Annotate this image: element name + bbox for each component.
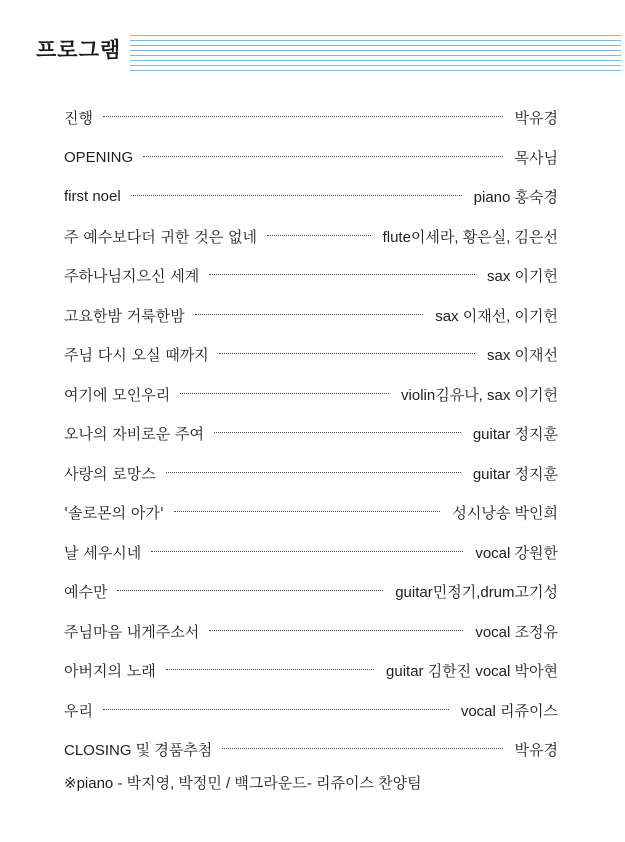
program-title: 오나의 자비로운 주여	[64, 425, 204, 444]
program-title: 우리	[64, 701, 93, 720]
dotted-leader	[143, 156, 502, 157]
program-performer: guitar 정지훈	[472, 426, 558, 444]
program-list	[64, 98, 558, 770]
program-performer: piano 홍숙경	[473, 189, 558, 207]
program-performer: guitar민정기,drum고기성	[395, 584, 558, 602]
program-title: 주하나님지으신 세계	[64, 267, 200, 286]
dotted-leader	[214, 432, 461, 433]
program-performer: 성시낭송 박인희	[452, 505, 558, 523]
program-performer: violin김유나, sax 이기헌	[401, 386, 558, 404]
program-row	[64, 335, 558, 375]
dotted-leader	[267, 235, 371, 236]
program-performer: 박유경	[514, 110, 558, 128]
dotted-leader	[117, 590, 383, 591]
dotted-leader	[174, 511, 440, 512]
dotted-leader	[209, 274, 475, 275]
dotted-leader	[219, 353, 475, 354]
program-performer: sax 이재선, 이기헌	[435, 307, 558, 325]
program-title: 여기에 모인우리	[64, 385, 171, 404]
program-row	[64, 691, 558, 731]
program-title: '솔로몬의 아가'	[64, 504, 164, 523]
program-title: 주님 다시 오실 때까지	[64, 346, 209, 365]
page-title: 프로그램	[36, 37, 122, 62]
program-title: 주 예수보다더 귀한 것은 없네	[64, 227, 257, 246]
program-row	[64, 651, 558, 691]
program-title: CLOSING 및 경품추첨	[64, 742, 213, 760]
footnote: ※piano - 박지영, 박정민 / 백그라운드- 리쥬이스 찬양팀	[64, 775, 422, 792]
dotted-leader	[222, 748, 502, 749]
program-performer: vocal 강원한	[475, 544, 558, 562]
program-title: 날 세우시네	[64, 543, 142, 562]
program-title: OPENING	[64, 148, 134, 166]
program-title: 예수만	[64, 583, 108, 602]
program-row	[64, 730, 558, 770]
dotted-leader	[151, 551, 463, 552]
program-row	[64, 256, 558, 296]
program-performer: flute이세라, 황은실, 김은선	[382, 228, 558, 246]
dotted-leader	[195, 314, 424, 315]
program-row	[64, 533, 558, 573]
program-performer: guitar 정지훈	[472, 465, 558, 483]
program-row	[64, 217, 558, 257]
program-row	[64, 98, 558, 138]
program-title: 진행	[64, 109, 93, 128]
program-row	[64, 612, 558, 652]
program-performer: 박유경	[514, 742, 558, 760]
dotted-leader	[131, 195, 462, 196]
header-decorative-lines	[130, 35, 621, 71]
dotted-leader	[180, 393, 389, 394]
program-performer: vocal 조정유	[475, 623, 558, 641]
program-row	[64, 177, 558, 217]
program-row	[64, 375, 558, 415]
program-performer: sax 이재선	[487, 347, 558, 365]
program-header	[36, 30, 591, 70]
program-performer: vocal 리쥬이스	[460, 702, 558, 720]
program-title: 주님마음 내게주소서	[64, 622, 200, 641]
dotted-leader	[166, 669, 374, 670]
program-title: 사랑의 로망스	[64, 464, 156, 483]
dotted-leader	[166, 472, 461, 473]
dotted-leader	[103, 709, 449, 710]
program-title: 고요한밤 거룩한밤	[64, 306, 185, 325]
program-performer: guitar 김한진 vocal 박아현	[386, 663, 558, 681]
program-row	[64, 493, 558, 533]
program-performer: sax 이기헌	[487, 268, 558, 286]
program-title: first noel	[64, 188, 121, 206]
program-row	[64, 138, 558, 178]
program-row	[64, 414, 558, 454]
program-row	[64, 296, 558, 336]
program-performer: 목사님	[514, 149, 558, 167]
dotted-leader	[209, 630, 463, 631]
program-title: 아버지의 노래	[64, 662, 156, 681]
dotted-leader	[103, 116, 503, 117]
program-row	[64, 454, 558, 494]
program-row	[64, 572, 558, 612]
